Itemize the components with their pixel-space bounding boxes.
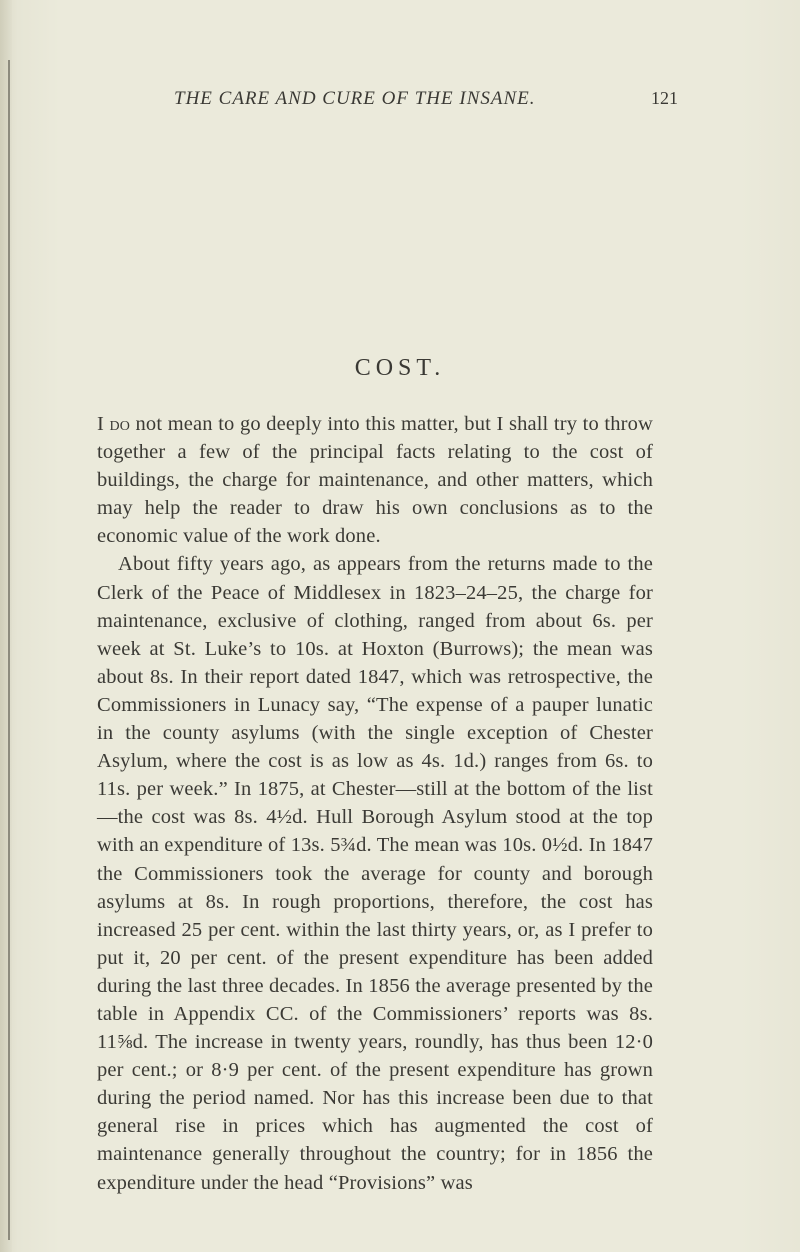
binding-rule	[8, 60, 10, 1240]
running-head: THE CARE AND CURE OF THE INSANE.	[174, 88, 536, 109]
page-binding-edge	[0, 0, 12, 1252]
page-number: 121	[651, 88, 678, 108]
paragraph-1	[97, 410, 653, 550]
body-text	[97, 410, 653, 1197]
section-title: COST.	[354, 355, 446, 381]
paragraph-2-text: About fifty years ago, as appears from the returns made to the Clerk of the Peace of Middlesex in 1823–24–25, the charge for maintenance, exclusive of clothing, ranged from about 6s. per week at St. Luke’s to 10s. at Hoxton (Burrows); the mean was about 8s. In their report dated 1847, which was retrospective, the Commissioners in Lunacy say, “The expense of a pauper lunatic in the county asylums (with the single exception of Chester Asylum, where the cost is as low as 4s. 1d.) ranges from 6s. to 11s. per week.” In 1875, at Chester—still at the bottom of the list—the cost was 8s. 4½d. Hull Borough Asylum stood at the top with an expenditure of 13s. 5¾d. The mean was 10s. 0½d. In 1847 the Commissioners took the average for county and borough asylums at 8s. In rough proportions, therefore, the cost has increased 25 per cent. within the last thirty years, or, as I prefer to put it, 20 per cent. of the present expenditure has been added during the last three decades. In 1856 the average presented by the table in Appendix CC. of the Commissioners’ reports was 8s. 11⅝d. The increase in twenty years, roundly, has thus been 12·0 per cent.; or 8·9 per cent. of the present expenditure has grown during the period named. Nor has this increase been due to that general rise in prices which has augmented the cost of maintenance generally throughout the country; for in 1856 the expenditure under the head “Provisions” was	[97, 553, 653, 1194]
paragraph-1-text: not mean to go deeply into this matter, but I shall try to throw together a few of the principal facts relating to the cost of buildings, the charge for maintenance, and other matters, which may help the reader to draw his own conclusions as to the economic value of the work done.	[97, 413, 653, 548]
paragraph-1-lead: I do	[97, 413, 131, 435]
paragraph-2	[97, 550, 653, 1196]
